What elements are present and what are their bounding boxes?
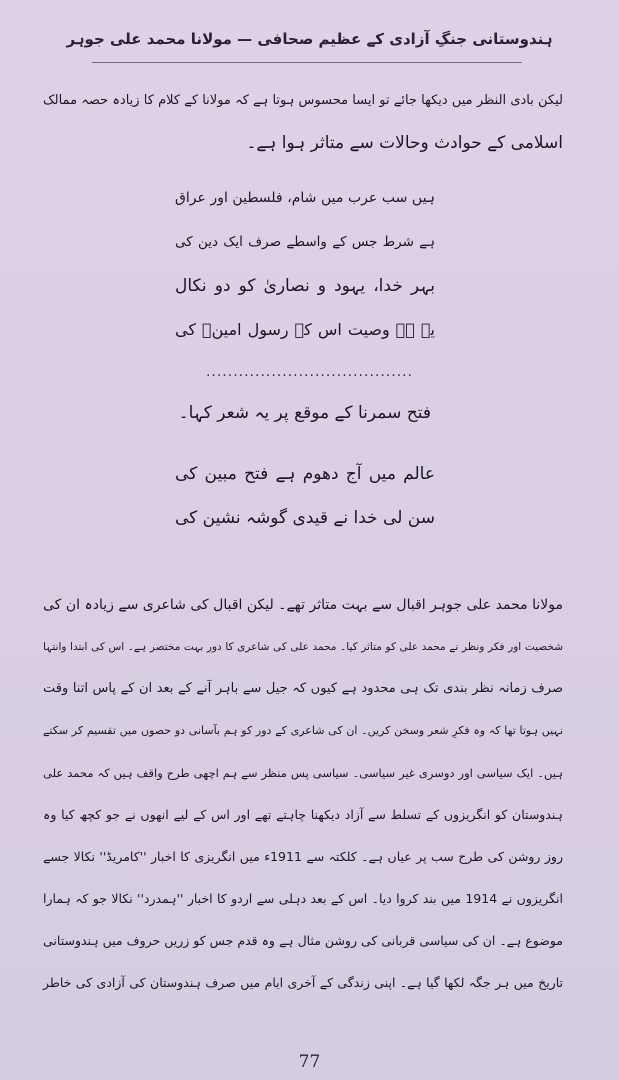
text-line: مولانا محمد علی جوہر اقبال سے بہت متاثر تھے۔ لیکن اقبال کی شاعری سے زیادہ ان کی [43,597,563,613]
text-line: نہیں ہوتا تھا کہ وہ فکرِ شعر وسخن کریں۔ ان کی شاعری کے دور کو ہم بآسانی دو حصوں میں تقسیم کر سکتے [43,724,563,737]
text-line: اسلامی کے حوادث وحالات سے متاثر ہوا ہے۔ [246,133,563,153]
verse-line: سن لی خدا نے قیدی گوشہ نشین کی [174,508,435,528]
text-line: تاریخ میں ہر جگہ لکھا گیا ہے۔ اپنی زندگی کے آخری ایام میں صرف ہندوستان کی آزادی کی خاطر [43,975,563,990]
text-line: انگریزوں نے 1914 میں بند کروا دیا۔ اس کے بعد دہلی سے اردو کا اخبار ''ہمدرد'' نکالا جو کہ ہمارا [43,891,563,906]
verse-line: ہیں سب عرب میں شام، فلسطین اور عراق [175,190,435,206]
text-line: روز روشن کی طرح سب پر عیاں ہے۔ کلکتہ سے 1911ء میں انگریزی کا اخبار ''کامریڈ'' نکالا جسے [43,849,563,864]
text-line: موضوع ہے۔ ان کی سیاسی قربانی کی روشن مثال ہے وہ قدم جس کو زریں حروف میں ہندوستانی [43,933,563,948]
intro-paragraph [43,80,563,164]
text-line: شخصیت اور فکر ونظر نے محمد علی کو متاثر کیا۔ محمد علی کی شاعری کا دور بہت مختصر ہے۔ اس کی ابتدا وانتہا [43,641,563,653]
section-heading: فتح سمرنا کے موقع پر یہ شعر کہا۔ [178,403,431,423]
verse-line: بہر خدا، یہود و نصاریٰ کو دو نکال [175,276,435,296]
section-separator: ...................................... [205,364,414,380]
text-line: ہیں۔ ایک سیاسی اور دوسری غیر سیاسی۔ سیاسی پس منظر سے ہم اچھی طرح واقف ہیں کہ محمد علی [43,766,563,780]
poem-stanza-one [175,176,435,352]
poem-stanza-two [175,452,435,540]
verse-line: یہ ہے وصیت اس کے رسول امینؐ کی [175,320,435,339]
verse-line: عالم میں آج دھوم ہے فتح مبین کی [175,464,435,484]
text-line: صرف زمانہ نظر بندی تک ہی محدود ہے کیوں کہ جیل سے باہر آنے کے بعد ان کے پاس اتنا وقت [43,681,563,696]
verse-line: ہے شرط جس کے واسطے صرف ایک دین کی [175,234,435,250]
text-line: لیکن بادی النظر میں دیکھا جائے تو ایسا محسوس ہوتا ہے کہ مولانا کے کلام کا زیادہ حصہ ممالک [43,93,563,108]
running-header: ہندوستانی جنگِ آزادی کے عظیم صحافی — مولانا محمد علی جوہر [66,30,553,48]
text-line: ہندوستان کو انگریزوں کے تسلط سے آزاد دیکھنا چاہتے تھے اور اس کے لیے انھوں نے جو کچھ کیا وہ [43,807,563,822]
page-number: 77 [298,1052,321,1072]
header-divider [92,62,522,63]
body-paragraph [43,584,563,1004]
